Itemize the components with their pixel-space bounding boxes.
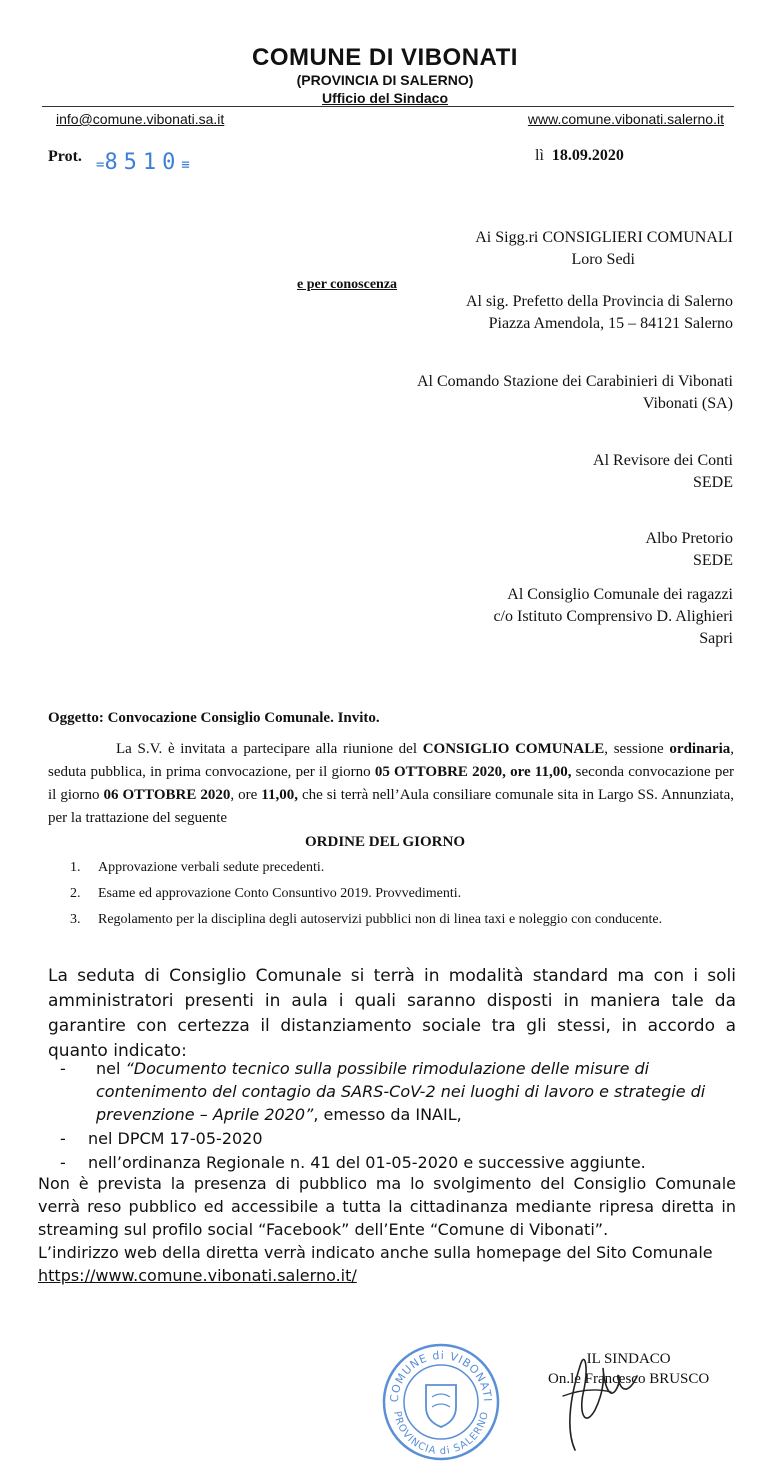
- recipient-prefetto: [466, 291, 733, 335]
- notice-bullet: [60, 1057, 730, 1126]
- recipient-line: c/o Istituto Comprensivo D. Alighieri: [493, 608, 733, 625]
- body-text: seconda convocazione per il giorno: [48, 764, 734, 803]
- recipient-revisore: [593, 450, 733, 494]
- protocol-number: 8510: [104, 150, 182, 175]
- recipient-line: SEDE: [693, 474, 733, 491]
- agenda-item-number: 3.: [70, 912, 81, 927]
- body-text: , sessione: [604, 741, 670, 757]
- recipient-line: Vibonati (SA): [642, 395, 733, 412]
- body-text: La S.V. è invitata a partecipare alla riunione del: [116, 741, 423, 757]
- agenda-item-text: Esame ed approvazione Conto Consuntivo 2019. Provvedimenti.: [98, 886, 462, 901]
- handwritten-signature: [545, 1338, 645, 1458]
- body-bold: CONSIGLIO COMUNALE: [422, 741, 605, 757]
- agenda-item-number: 2.: [70, 886, 81, 901]
- bullet-dash: -: [60, 1153, 66, 1172]
- agenda-item: [70, 910, 750, 936]
- stamp-bottom-text: PROVINCIA di SALERNO: [391, 1410, 491, 1458]
- recipient-line: Sapri: [699, 630, 733, 647]
- body-text: , seduta pubblica, in prima convocazione, per il giorno: [48, 741, 734, 780]
- header-divider: [42, 106, 734, 107]
- bullet-dash: -: [60, 1059, 66, 1078]
- agenda-title: ORDINE DEL GIORNO: [304, 834, 466, 850]
- body-bold: 06 OTTOBRE 2020: [103, 787, 231, 803]
- notice-intro: La seduta di Consiglio Comunale si terrà in modalità standard ma con i soli amministratori presenti in aula i quali saranno disposti in maniera tale da garantire con certezza il distanziamento sociale tra gli stessi, in accordo a quanto indicato:: [48, 966, 736, 1061]
- office-name: Ufficio del Sindaco: [321, 90, 448, 106]
- agenda-item-text: Approvazione verbali sedute precedenti.: [98, 860, 325, 875]
- signature-name: On.le Francesco BRUSCO: [548, 1371, 710, 1387]
- recipient-line: Ai Sigg.ri CONSIGLIERI COMUNALI: [475, 229, 733, 246]
- municipality-site-link[interactable]: https://www.comune.vibonati.salerno.it/: [38, 1266, 357, 1285]
- municipality-title: COMUNE DI VIBONATI: [252, 44, 518, 71]
- svg-text:COMUNE di VIBONATI: [388, 1349, 494, 1403]
- agenda-item: [70, 858, 750, 884]
- agenda-list: [70, 858, 750, 936]
- body-text: , ore: [230, 787, 262, 803]
- body-bold: 11,00,: [261, 787, 298, 803]
- streaming-notice: [38, 1172, 736, 1287]
- body-bold: ordinaria: [669, 741, 731, 757]
- recipient-line: Al Consiglio Comunale dei ragazzi: [507, 586, 733, 603]
- recipient-line: Albo Pretorio: [645, 530, 733, 547]
- streaming-text: Non è prevista la presenza di pubblico ma lo svolgimento del Consiglio Comunale verrà reso pubblico ed accessibile a tutta la cittadinanza mediante ripresa diretta in streaming sul profilo social “Facebook” dell’Ente “Comune di Vibonati”.: [38, 1174, 736, 1239]
- bullet-dash: -: [60, 1129, 66, 1148]
- municipal-seal-stamp: [380, 1341, 502, 1463]
- agenda-item-text: Regolamento per la disciplina degli autoservizi pubblici non di linea taxi e noleggio con conducente.: [98, 912, 663, 927]
- email-link[interactable]: info@comune.vibonati.sa.it: [56, 111, 225, 127]
- recipient-line: Piazza Amendola, 15 – 84121 Salerno: [488, 315, 733, 332]
- signature-title: IL SINDACO: [586, 1351, 671, 1367]
- per-conoscenza-label: e per conoscenza: [297, 277, 398, 292]
- notice-bullet: [60, 1151, 646, 1174]
- notice-bullet: [60, 1127, 263, 1150]
- recipient-line: SEDE: [693, 552, 733, 569]
- svg-text:PROVINCIA di SALERNO: [391, 1410, 491, 1457]
- coat-of-arms-icon: [426, 1385, 456, 1427]
- stamp-top-text: COMUNE di VIBONATI: [387, 1348, 495, 1403]
- recipient-line: Al Revisore dei Conti: [593, 452, 733, 469]
- website-link[interactable]: www.comune.vibonati.salerno.it: [527, 111, 724, 127]
- date-value: 18.09.2020: [551, 147, 624, 164]
- province-subtitle: (PROVINCIA DI SALERNO): [296, 72, 474, 88]
- recipient-line: Loro Sedi: [571, 251, 635, 268]
- bullet-text: nel DPCM 17-05-2020: [88, 1129, 263, 1148]
- recipient-line: Al Comando Stazione dei Carabinieri di Vibonati: [416, 373, 733, 390]
- recipient-carabinieri: [417, 371, 733, 415]
- body-text: che si terrà nell’Aula consiliare comunale sita in Largo SS. Annunziata, per la trattazione del seguente: [48, 787, 734, 826]
- recipient-line: Al sig. Prefetto della Provincia di Salerno: [465, 293, 733, 310]
- bullet-text: nell’ordinanza Regionale n. 41 del 01-05-2020 e successive aggiunte.: [88, 1153, 646, 1172]
- bullet-text: , emesso da INAIL,: [313, 1105, 462, 1124]
- recipient-councillors: [475, 227, 733, 271]
- web-note: L’indirizzo web della diretta verrà indicato anche sulla homepage del Sito Comunale: [38, 1243, 713, 1262]
- subject-text: Convocazione Consiglio Comunale. Invito.: [107, 710, 380, 726]
- agenda-item: [70, 884, 750, 910]
- document-date: [535, 147, 624, 165]
- subject-label: Oggetto: [48, 710, 99, 726]
- bullet-text: nel: [96, 1059, 126, 1078]
- bullet-document-title: “Documento tecnico sulla possibile rimodulazione delle misure di contenimento del contagio da SARS-CoV-2 nei luoghi di lavoro e strategie di prevenzione – Aprile 2020”: [96, 1059, 706, 1124]
- protocol-number-stamp: =8510≡: [96, 150, 190, 175]
- protocol-label: Prot.: [48, 148, 82, 165]
- agenda-item-number: 1.: [70, 860, 81, 875]
- recipient-ragazzi: [493, 584, 733, 650]
- body-bold: 05 OTTOBRE 2020, ore 11,00,: [374, 764, 572, 780]
- date-prefix: lì: [535, 147, 544, 164]
- recipient-albo: [645, 528, 733, 572]
- invitation-paragraph: [48, 738, 734, 830]
- subject-line: Oggetto: Convocazione Consiglio Comunale. Invito.: [48, 710, 380, 726]
